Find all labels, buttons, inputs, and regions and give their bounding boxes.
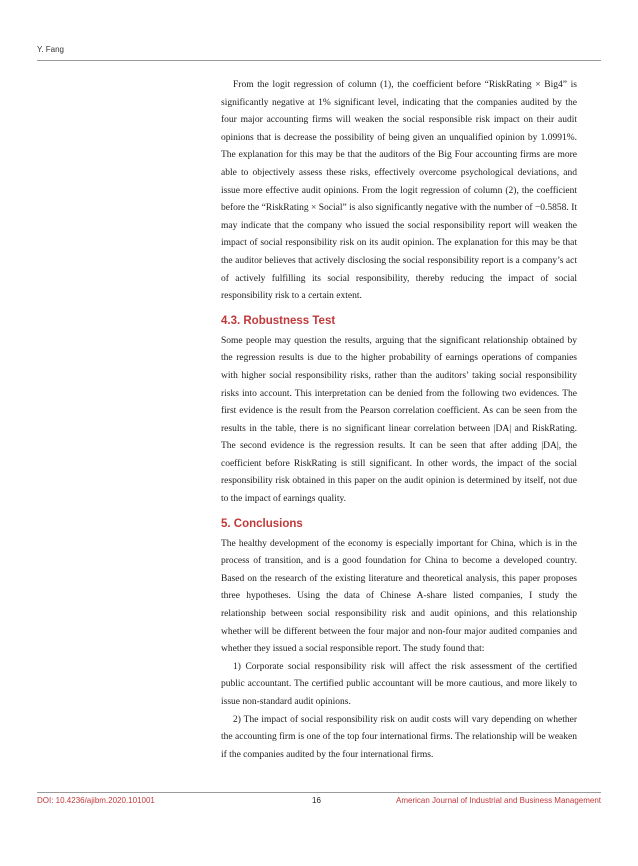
footer-doi-link[interactable]: DOI: 10.4236/ajibm.2020.101001 bbox=[37, 796, 155, 805]
paragraph-4: 1) Corporate social responsibility risk will affect the risk assessment of the certified public accountant. The certified public accountant will be more cautious, and more likely to issue non-standard audit opinions. bbox=[221, 661, 577, 707]
section-heading-conclusions: 5. Conclusions bbox=[221, 517, 303, 530]
paragraph-1: From the logit regression of column (1), the coefficient before “RiskRating × Big4” is significantly negative at 1% significant level, indicating that the companies audited by the four major accounting firms will weaken the social responsible risk impact on their audit opinions that is decrease the possibility of being given an unqualified opinion by 1.0991%. The explanation for this may be that the auditors of the Big Four accounting firms are more able to objectively assess these risks, effectively overcome psychological deviations, and issue more effective audit opinions. From the logit regression of column (2), the coefficient before the “RiskRating × Social” is also significantly negative with the number of −0.5858. It may indicate that the company who issued the social responsibility report will weaken the impact of social responsibility risk on its audit opinion. The explanation for this may be that the auditor believes that actively disclosing the social responsibility report is a company’s act of actively fulfilling its social responsibility, thereby reducing the impact of social responsibility risk to a certain extent. bbox=[221, 80, 577, 302]
paragraph-3: The healthy development of the economy is especially important for China, which is in the process of transition, and is a good foundation for China to become a developed country. Based on the research of the existing literature and theoretical analysis, this paper proposes three hypotheses. Using the data of Chinese A-share listed companies, I study the relationship between social responsibility risk and audit opinions, and this relationship whether will be different between the four major and non-four major audited companies and whether they issued a social responsible report. The study found that: bbox=[221, 538, 577, 655]
footer-journal-name: American Journal of Industrial and Business Management bbox=[396, 796, 601, 805]
header-divider bbox=[37, 60, 601, 61]
footer-divider bbox=[37, 792, 601, 793]
section-heading-robustness-test: 4.3. Robustness Test bbox=[221, 314, 336, 327]
article-body bbox=[221, 77, 577, 764]
paragraph-5: 2) The impact of social responsibility risk on audit costs will vary depending on whether the accounting firm is one of the top four international firms. The relationship will be weaken if the companies audited by the four international firms. bbox=[221, 714, 577, 760]
footer-page-number: 16 bbox=[312, 796, 321, 805]
running-head-author: Y. Fang bbox=[37, 45, 64, 54]
paragraph-2: Some people may question the results, arguing that the significant relationship obtained by the regression results is due to the higher probability of earnings operations of companies with higher social responsibility risks, rather than the auditors’ taking social responsibility risks into account. This interpretation can be denied from the following two evidences. The first evidence is the result from the Pearson correlation coefficient. As can be seen from the results in the table, there is no significant linear correlation between |DA| and RiskRating. The second evidence is the regression results. It can be seen that after adding |DA|, the coefficient before RiskRating is still significant. In other words, the impact of the social responsibility risk obtained in this paper on the audit opinion is determined by itself, not due to the impact of earnings quality. bbox=[221, 335, 577, 505]
